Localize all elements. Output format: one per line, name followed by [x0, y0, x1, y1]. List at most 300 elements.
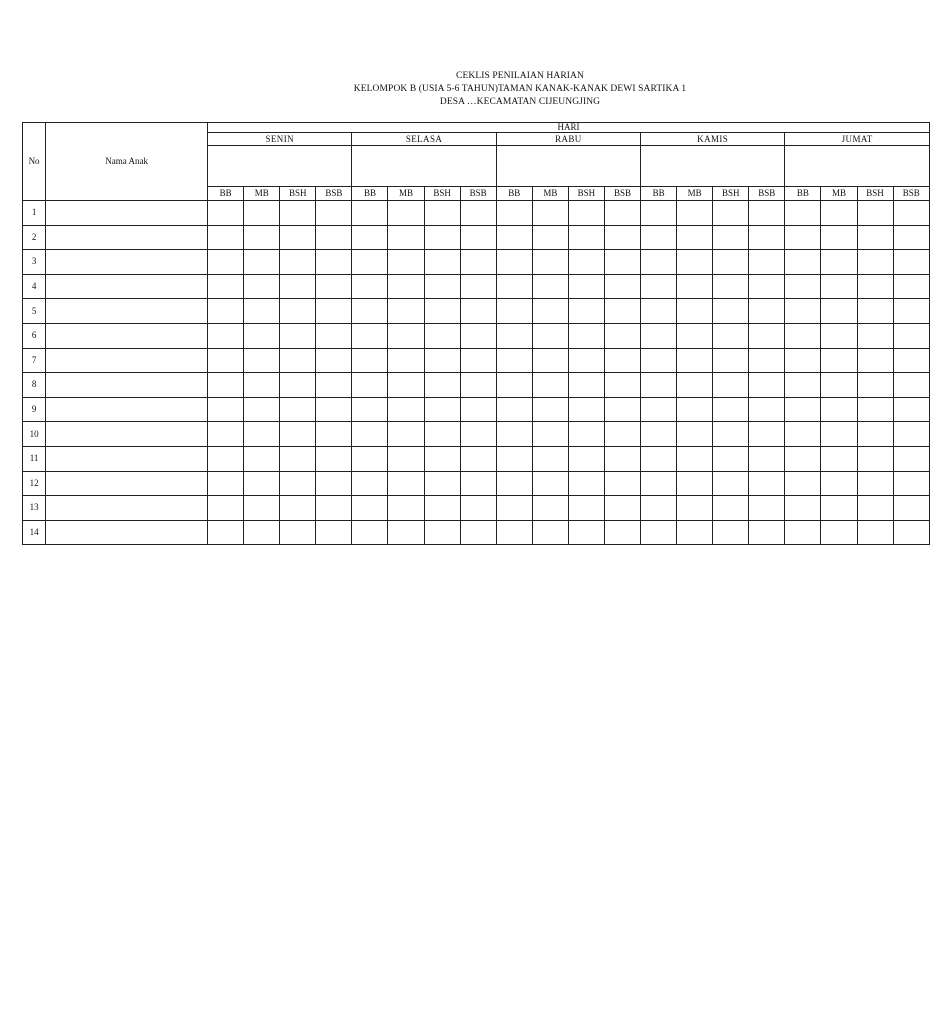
- check-cell: [857, 323, 893, 348]
- check-cell: [280, 397, 316, 422]
- check-cell: [352, 225, 388, 250]
- check-cell: [316, 225, 352, 250]
- check-cell: [749, 422, 785, 447]
- check-cell: [821, 373, 857, 398]
- check-cell: [388, 496, 424, 521]
- criteria-header: BSH: [857, 187, 893, 201]
- check-cell: [424, 373, 460, 398]
- check-cell: [496, 225, 532, 250]
- check-cell: [244, 446, 280, 471]
- check-cell: [460, 274, 496, 299]
- check-cell: [280, 373, 316, 398]
- check-cell: [496, 323, 532, 348]
- row-number: 6: [23, 323, 46, 348]
- check-cell: [785, 520, 821, 545]
- check-cell: [496, 373, 532, 398]
- check-cell: [316, 201, 352, 226]
- table-row: [23, 496, 930, 521]
- check-cell: [893, 496, 929, 521]
- check-cell: [677, 496, 713, 521]
- check-cell: [496, 446, 532, 471]
- check-cell: [568, 348, 604, 373]
- check-cell: [857, 348, 893, 373]
- criteria-header: BSB: [460, 187, 496, 201]
- table-row: [23, 373, 930, 398]
- check-cell: [641, 496, 677, 521]
- check-cell: [604, 520, 640, 545]
- check-cell: [604, 250, 640, 275]
- check-cell: [352, 299, 388, 324]
- check-cell: [749, 373, 785, 398]
- check-cell: [821, 323, 857, 348]
- check-cell: [713, 274, 749, 299]
- criteria-header: MB: [677, 187, 713, 201]
- check-cell: [821, 348, 857, 373]
- table-row: [23, 446, 930, 471]
- criteria-header: BB: [208, 187, 244, 201]
- child-name-cell: [46, 348, 208, 373]
- check-cell: [785, 274, 821, 299]
- check-cell: [568, 274, 604, 299]
- assessment-table: [22, 122, 930, 545]
- check-cell: [460, 348, 496, 373]
- check-cell: [208, 323, 244, 348]
- check-cell: [532, 348, 568, 373]
- check-cell: [280, 446, 316, 471]
- check-cell: [424, 422, 460, 447]
- check-cell: [352, 274, 388, 299]
- check-cell: [749, 520, 785, 545]
- check-cell: [893, 323, 929, 348]
- check-cell: [821, 397, 857, 422]
- check-cell: [316, 274, 352, 299]
- check-cell: [532, 446, 568, 471]
- check-cell: [568, 520, 604, 545]
- check-cell: [749, 225, 785, 250]
- check-cell: [641, 299, 677, 324]
- child-name-cell: [46, 250, 208, 275]
- day-notes-cell: [352, 146, 496, 187]
- column-header-no: No: [23, 123, 46, 201]
- check-cell: [532, 397, 568, 422]
- row-number: 14: [23, 520, 46, 545]
- check-cell: [713, 520, 749, 545]
- check-cell: [785, 471, 821, 496]
- check-cell: [388, 520, 424, 545]
- check-cell: [244, 373, 280, 398]
- check-cell: [316, 397, 352, 422]
- check-cell: [893, 422, 929, 447]
- check-cell: [424, 274, 460, 299]
- check-cell: [460, 323, 496, 348]
- criteria-header: BSH: [568, 187, 604, 201]
- check-cell: [821, 422, 857, 447]
- check-cell: [568, 496, 604, 521]
- row-number: 1: [23, 201, 46, 226]
- criteria-header: MB: [821, 187, 857, 201]
- check-cell: [641, 250, 677, 275]
- row-number: 12: [23, 471, 46, 496]
- check-cell: [532, 250, 568, 275]
- check-cell: [785, 397, 821, 422]
- check-cell: [388, 299, 424, 324]
- check-cell: [857, 299, 893, 324]
- check-cell: [316, 348, 352, 373]
- check-cell: [316, 250, 352, 275]
- check-cell: [785, 323, 821, 348]
- check-cell: [388, 225, 424, 250]
- row-number: 5: [23, 299, 46, 324]
- check-cell: [604, 422, 640, 447]
- check-cell: [749, 274, 785, 299]
- check-cell: [460, 520, 496, 545]
- check-cell: [244, 250, 280, 275]
- check-cell: [280, 520, 316, 545]
- check-cell: [244, 348, 280, 373]
- document-header: [330, 70, 710, 109]
- check-cell: [316, 446, 352, 471]
- check-cell: [893, 201, 929, 226]
- check-cell: [532, 373, 568, 398]
- table-row: [23, 225, 930, 250]
- check-cell: [388, 397, 424, 422]
- check-cell: [749, 201, 785, 226]
- check-cell: [641, 520, 677, 545]
- check-cell: [604, 299, 640, 324]
- table-row: [23, 348, 930, 373]
- table-row: [23, 299, 930, 324]
- check-cell: [604, 397, 640, 422]
- check-cell: [893, 225, 929, 250]
- header-group-school: KELOMPOK B (USIA 5-6 TAHUN)TAMAN KANAK-KANAK DEWI SARTIKA 1: [353, 84, 687, 94]
- check-cell: [857, 397, 893, 422]
- check-cell: [388, 446, 424, 471]
- check-cell: [893, 446, 929, 471]
- check-cell: [893, 299, 929, 324]
- check-cell: [821, 201, 857, 226]
- check-cell: [641, 348, 677, 373]
- check-cell: [749, 446, 785, 471]
- check-cell: [424, 520, 460, 545]
- check-cell: [641, 422, 677, 447]
- criteria-header: BB: [496, 187, 532, 201]
- check-cell: [460, 250, 496, 275]
- check-cell: [641, 323, 677, 348]
- check-cell: [821, 520, 857, 545]
- check-cell: [604, 471, 640, 496]
- row-number: 2: [23, 225, 46, 250]
- check-cell: [388, 348, 424, 373]
- check-cell: [208, 299, 244, 324]
- check-cell: [677, 520, 713, 545]
- check-cell: [388, 422, 424, 447]
- check-cell: [280, 471, 316, 496]
- check-cell: [713, 397, 749, 422]
- check-cell: [749, 250, 785, 275]
- check-cell: [677, 323, 713, 348]
- check-cell: [208, 422, 244, 447]
- check-cell: [568, 299, 604, 324]
- check-cell: [496, 397, 532, 422]
- row-number: 11: [23, 446, 46, 471]
- child-name-cell: [46, 397, 208, 422]
- check-cell: [568, 397, 604, 422]
- check-cell: [857, 496, 893, 521]
- check-cell: [568, 250, 604, 275]
- check-cell: [532, 323, 568, 348]
- check-cell: [244, 520, 280, 545]
- check-cell: [713, 373, 749, 398]
- check-cell: [244, 299, 280, 324]
- check-cell: [604, 201, 640, 226]
- check-cell: [857, 225, 893, 250]
- check-cell: [713, 225, 749, 250]
- check-cell: [280, 299, 316, 324]
- check-cell: [208, 397, 244, 422]
- check-cell: [713, 250, 749, 275]
- check-cell: [821, 225, 857, 250]
- day-header: JUMAT: [785, 133, 930, 146]
- check-cell: [568, 323, 604, 348]
- check-cell: [280, 496, 316, 521]
- check-cell: [388, 373, 424, 398]
- check-cell: [460, 471, 496, 496]
- criteria-header: BSH: [280, 187, 316, 201]
- check-cell: [604, 323, 640, 348]
- check-cell: [857, 422, 893, 447]
- check-cell: [641, 225, 677, 250]
- check-cell: [641, 274, 677, 299]
- check-cell: [821, 471, 857, 496]
- check-cell: [316, 496, 352, 521]
- check-cell: [893, 471, 929, 496]
- check-cell: [208, 373, 244, 398]
- check-cell: [749, 496, 785, 521]
- check-cell: [244, 274, 280, 299]
- check-cell: [316, 520, 352, 545]
- check-cell: [280, 201, 316, 226]
- check-cell: [496, 496, 532, 521]
- check-cell: [857, 373, 893, 398]
- row-number: 9: [23, 397, 46, 422]
- check-cell: [316, 373, 352, 398]
- check-cell: [785, 225, 821, 250]
- child-name-cell: [46, 274, 208, 299]
- row-number: 10: [23, 422, 46, 447]
- check-cell: [532, 299, 568, 324]
- check-cell: [208, 446, 244, 471]
- check-cell: [893, 274, 929, 299]
- check-cell: [568, 373, 604, 398]
- check-cell: [893, 520, 929, 545]
- row-number: 3: [23, 250, 46, 275]
- check-cell: [424, 446, 460, 471]
- check-cell: [352, 471, 388, 496]
- check-cell: [280, 422, 316, 447]
- check-cell: [857, 250, 893, 275]
- header-location: DESA …KECAMATAN CIJEUNGJING: [439, 97, 601, 107]
- check-cell: [641, 446, 677, 471]
- table-row: [23, 250, 930, 275]
- check-cell: [893, 348, 929, 373]
- day-notes-cell: [641, 146, 785, 187]
- check-cell: [641, 471, 677, 496]
- day-header: KAMIS: [641, 133, 785, 146]
- child-name-cell: [46, 299, 208, 324]
- check-cell: [496, 201, 532, 226]
- row-number: 7: [23, 348, 46, 373]
- check-cell: [677, 201, 713, 226]
- check-cell: [713, 446, 749, 471]
- check-cell: [604, 348, 640, 373]
- check-cell: [280, 225, 316, 250]
- check-cell: [496, 422, 532, 447]
- check-cell: [785, 348, 821, 373]
- check-cell: [424, 323, 460, 348]
- check-cell: [713, 299, 749, 324]
- check-cell: [749, 323, 785, 348]
- check-cell: [244, 422, 280, 447]
- check-cell: [316, 422, 352, 447]
- check-cell: [424, 201, 460, 226]
- check-cell: [677, 373, 713, 398]
- check-cell: [749, 397, 785, 422]
- check-cell: [713, 422, 749, 447]
- criteria-header: BSH: [713, 187, 749, 201]
- child-name-cell: [46, 225, 208, 250]
- check-cell: [677, 250, 713, 275]
- check-cell: [532, 422, 568, 447]
- check-cell: [496, 274, 532, 299]
- check-cell: [857, 520, 893, 545]
- table-row: [23, 274, 930, 299]
- check-cell: [316, 471, 352, 496]
- check-cell: [352, 373, 388, 398]
- check-cell: [677, 471, 713, 496]
- check-cell: [424, 471, 460, 496]
- check-cell: [677, 397, 713, 422]
- day-header: SENIN: [208, 133, 352, 146]
- check-cell: [388, 323, 424, 348]
- check-cell: [208, 201, 244, 226]
- check-cell: [388, 471, 424, 496]
- check-cell: [532, 496, 568, 521]
- table-row: [23, 397, 930, 422]
- check-cell: [496, 520, 532, 545]
- check-cell: [460, 201, 496, 226]
- check-cell: [785, 422, 821, 447]
- check-cell: [568, 446, 604, 471]
- check-cell: [388, 250, 424, 275]
- criteria-header: BSB: [604, 187, 640, 201]
- check-cell: [532, 274, 568, 299]
- check-cell: [749, 471, 785, 496]
- check-cell: [857, 274, 893, 299]
- check-cell: [568, 201, 604, 226]
- check-cell: [208, 250, 244, 275]
- check-cell: [352, 250, 388, 275]
- check-cell: [713, 496, 749, 521]
- check-cell: [460, 397, 496, 422]
- day-notes-cell: [208, 146, 352, 187]
- check-cell: [460, 299, 496, 324]
- table-row: [23, 471, 930, 496]
- check-cell: [316, 323, 352, 348]
- check-cell: [352, 201, 388, 226]
- check-cell: [244, 201, 280, 226]
- criteria-header: BB: [641, 187, 677, 201]
- check-cell: [641, 373, 677, 398]
- check-cell: [893, 373, 929, 398]
- check-cell: [821, 446, 857, 471]
- check-cell: [568, 471, 604, 496]
- check-cell: [388, 201, 424, 226]
- child-name-cell: [46, 496, 208, 521]
- criteria-header: BSB: [893, 187, 929, 201]
- check-cell: [424, 250, 460, 275]
- check-cell: [460, 225, 496, 250]
- row-number: 8: [23, 373, 46, 398]
- check-cell: [352, 446, 388, 471]
- table-row: [23, 323, 930, 348]
- check-cell: [893, 397, 929, 422]
- check-cell: [641, 397, 677, 422]
- check-cell: [352, 422, 388, 447]
- check-cell: [352, 397, 388, 422]
- row-number: 13: [23, 496, 46, 521]
- check-cell: [424, 397, 460, 422]
- check-cell: [677, 422, 713, 447]
- table-row: [23, 520, 930, 545]
- check-cell: [244, 496, 280, 521]
- check-cell: [677, 299, 713, 324]
- day-notes-cell: [785, 146, 930, 187]
- check-cell: [604, 373, 640, 398]
- check-cell: [532, 201, 568, 226]
- criteria-header: BB: [785, 187, 821, 201]
- check-cell: [208, 520, 244, 545]
- check-cell: [460, 496, 496, 521]
- check-cell: [352, 323, 388, 348]
- criteria-header: BSB: [316, 187, 352, 201]
- criteria-header: MB: [244, 187, 280, 201]
- check-cell: [857, 446, 893, 471]
- check-cell: [424, 225, 460, 250]
- check-cell: [280, 348, 316, 373]
- header-title: CEKLIS PENILAIAN HARIAN: [456, 71, 584, 81]
- check-cell: [677, 348, 713, 373]
- check-cell: [496, 299, 532, 324]
- day-header: RABU: [496, 133, 640, 146]
- check-cell: [244, 323, 280, 348]
- check-cell: [280, 274, 316, 299]
- check-cell: [785, 299, 821, 324]
- check-cell: [677, 274, 713, 299]
- child-name-cell: [46, 201, 208, 226]
- criteria-header: BB: [352, 187, 388, 201]
- check-cell: [352, 348, 388, 373]
- check-cell: [280, 323, 316, 348]
- child-name-cell: [46, 422, 208, 447]
- check-cell: [821, 250, 857, 275]
- check-cell: [208, 496, 244, 521]
- check-cell: [641, 201, 677, 226]
- assessment-table-area: [22, 122, 920, 552]
- check-cell: [785, 373, 821, 398]
- check-cell: [208, 471, 244, 496]
- header-group-label: HARI: [208, 123, 930, 133]
- criteria-header: MB: [532, 187, 568, 201]
